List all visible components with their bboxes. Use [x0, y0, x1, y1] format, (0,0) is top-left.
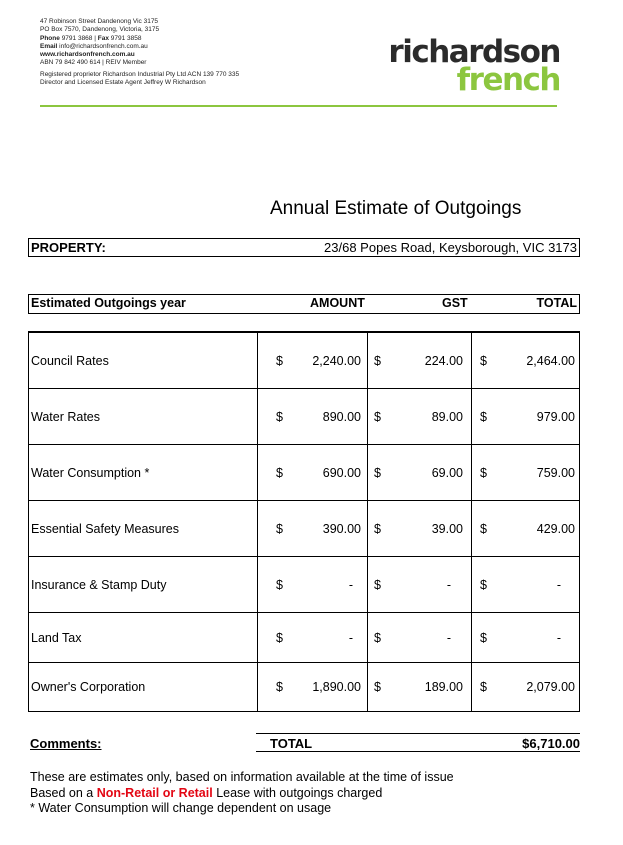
- website-line: www.richardsonfrench.com.au: [40, 51, 135, 59]
- property-address: 23/68 Popes Road, Keysborough, VIC 3173: [324, 240, 577, 255]
- total-underline: [256, 751, 580, 752]
- total-value: 979.00: [536, 409, 575, 424]
- gst-value: 224.00: [424, 353, 463, 368]
- document-title: Annual Estimate of Outgoings: [270, 198, 522, 219]
- currency-symbol: $: [276, 680, 283, 694]
- lease-type-highlight: Non-Retail or Retail: [96, 785, 213, 800]
- currency-symbol: $: [374, 353, 381, 368]
- grand-total-label: TOTAL: [270, 736, 313, 751]
- grand-total-value: $6,710.00: [522, 736, 580, 751]
- table-row: [29, 662, 579, 711]
- table-row: [29, 556, 579, 612]
- outgoings-table: [28, 331, 580, 712]
- header-total: TOTAL: [536, 296, 577, 310]
- logo-word-richardson: richardson: [388, 34, 560, 70]
- currency-symbol: $: [276, 577, 283, 592]
- phone-label: Phone: [40, 34, 60, 42]
- row-label: Land Tax: [31, 630, 82, 645]
- note-line: [30, 786, 454, 802]
- address-line: 47 Robinson Street Dandenong Vic 3175: [40, 18, 159, 25]
- logo-word-french: french: [456, 62, 560, 98]
- property-label: PROPERTY:: [31, 240, 106, 255]
- table-row: [29, 500, 579, 556]
- gst-value: -: [446, 630, 451, 645]
- gst-value: 39.00: [431, 521, 463, 536]
- header-label: Estimated Outgoings year: [31, 296, 186, 310]
- row-label: Owner's Corporation: [31, 680, 146, 694]
- row-label: Council Rates: [31, 353, 109, 368]
- note-text: Lease with outgoings charged: [212, 785, 383, 800]
- total-value: 429.00: [536, 521, 575, 536]
- currency-symbol: $: [374, 409, 381, 424]
- currency-symbol: $: [480, 680, 487, 694]
- table-row: [29, 444, 579, 500]
- currency-symbol: $: [480, 353, 487, 368]
- header-amount: AMOUNT: [310, 296, 365, 310]
- amount-value: 890.00: [322, 409, 361, 424]
- notes: [30, 770, 454, 817]
- abn-line: ABN 79 842 490 614 | REIV Member: [40, 59, 147, 67]
- currency-symbol: $: [480, 409, 487, 424]
- row-label: Water Consumption *: [31, 465, 150, 480]
- note-line: These are estimates only, based on information available at the time of issue: [30, 770, 454, 784]
- currency-symbol: $: [276, 409, 283, 424]
- currency-symbol: $: [480, 630, 487, 645]
- note-line: * Water Consumption will change dependent on usage: [30, 801, 332, 815]
- currency-symbol: $: [480, 465, 487, 480]
- company-logo: [388, 34, 560, 98]
- total-value: -: [556, 577, 561, 592]
- currency-symbol: $: [276, 353, 283, 368]
- currency-symbol: $: [480, 577, 487, 592]
- total-value: 759.00: [536, 465, 575, 480]
- email-line: [40, 43, 239, 51]
- phone-fax-line: Phone 9791 3868 | Fax 9791 3858: [40, 34, 142, 42]
- table-header: [28, 294, 580, 314]
- gst-value: 69.00: [431, 465, 463, 480]
- row-label: Essential Safety Measures: [31, 521, 179, 536]
- currency-symbol: $: [480, 521, 487, 536]
- email-address: info@richardsonfrench.com.au: [59, 42, 148, 50]
- header-divider: [40, 105, 557, 107]
- email-label: Email: [40, 42, 58, 50]
- currency-symbol: $: [374, 630, 381, 645]
- total-value: 2,079.00: [526, 680, 575, 694]
- director-line: Director and Licensed Estate Agent Jeffrey W Richardson: [40, 79, 206, 87]
- comments-label: Comments:: [30, 736, 102, 751]
- amount-value: 2,240.00: [312, 353, 361, 368]
- letterhead-address: [40, 18, 239, 87]
- total-rule: [256, 733, 580, 734]
- currency-symbol: $: [374, 680, 381, 694]
- table-row: [29, 612, 579, 662]
- row-label: Insurance & Stamp Duty: [31, 577, 167, 592]
- row-label: Water Rates: [31, 409, 101, 424]
- total-value: -: [556, 630, 561, 645]
- currency-symbol: $: [276, 521, 283, 536]
- currency-symbol: $: [276, 630, 283, 645]
- amount-value: 390.00: [322, 521, 361, 536]
- note-text: Based on a: [30, 785, 97, 800]
- amount-value: -: [348, 630, 353, 645]
- currency-symbol: $: [374, 577, 381, 592]
- gst-value: 189.00: [424, 680, 463, 694]
- amount-value: 690.00: [322, 465, 361, 480]
- amount-value: 1,890.00: [312, 680, 361, 694]
- registered-line: Registered proprietor Richardson Industrial Pty Ltd ACN 139 770 335: [40, 70, 240, 78]
- currency-symbol: $: [276, 465, 283, 480]
- currency-symbol: $: [374, 521, 381, 536]
- property-box: [28, 238, 580, 257]
- amount-value: -: [348, 577, 353, 592]
- fax-label: Fax: [97, 34, 109, 42]
- currency-symbol: $: [374, 465, 381, 480]
- total-value: 2,464.00: [526, 353, 575, 368]
- fax-number: 9791 3858: [110, 34, 142, 42]
- table-row: [29, 388, 579, 444]
- header-gst: GST: [442, 296, 468, 310]
- gst-value: -: [446, 577, 451, 592]
- phone-number: 9791 3868: [61, 34, 93, 42]
- gst-value: 89.00: [431, 409, 463, 424]
- postal-address-line: PO Box 7570, Dandenong, Victoria, 3175: [40, 26, 160, 34]
- table-row: [29, 332, 579, 388]
